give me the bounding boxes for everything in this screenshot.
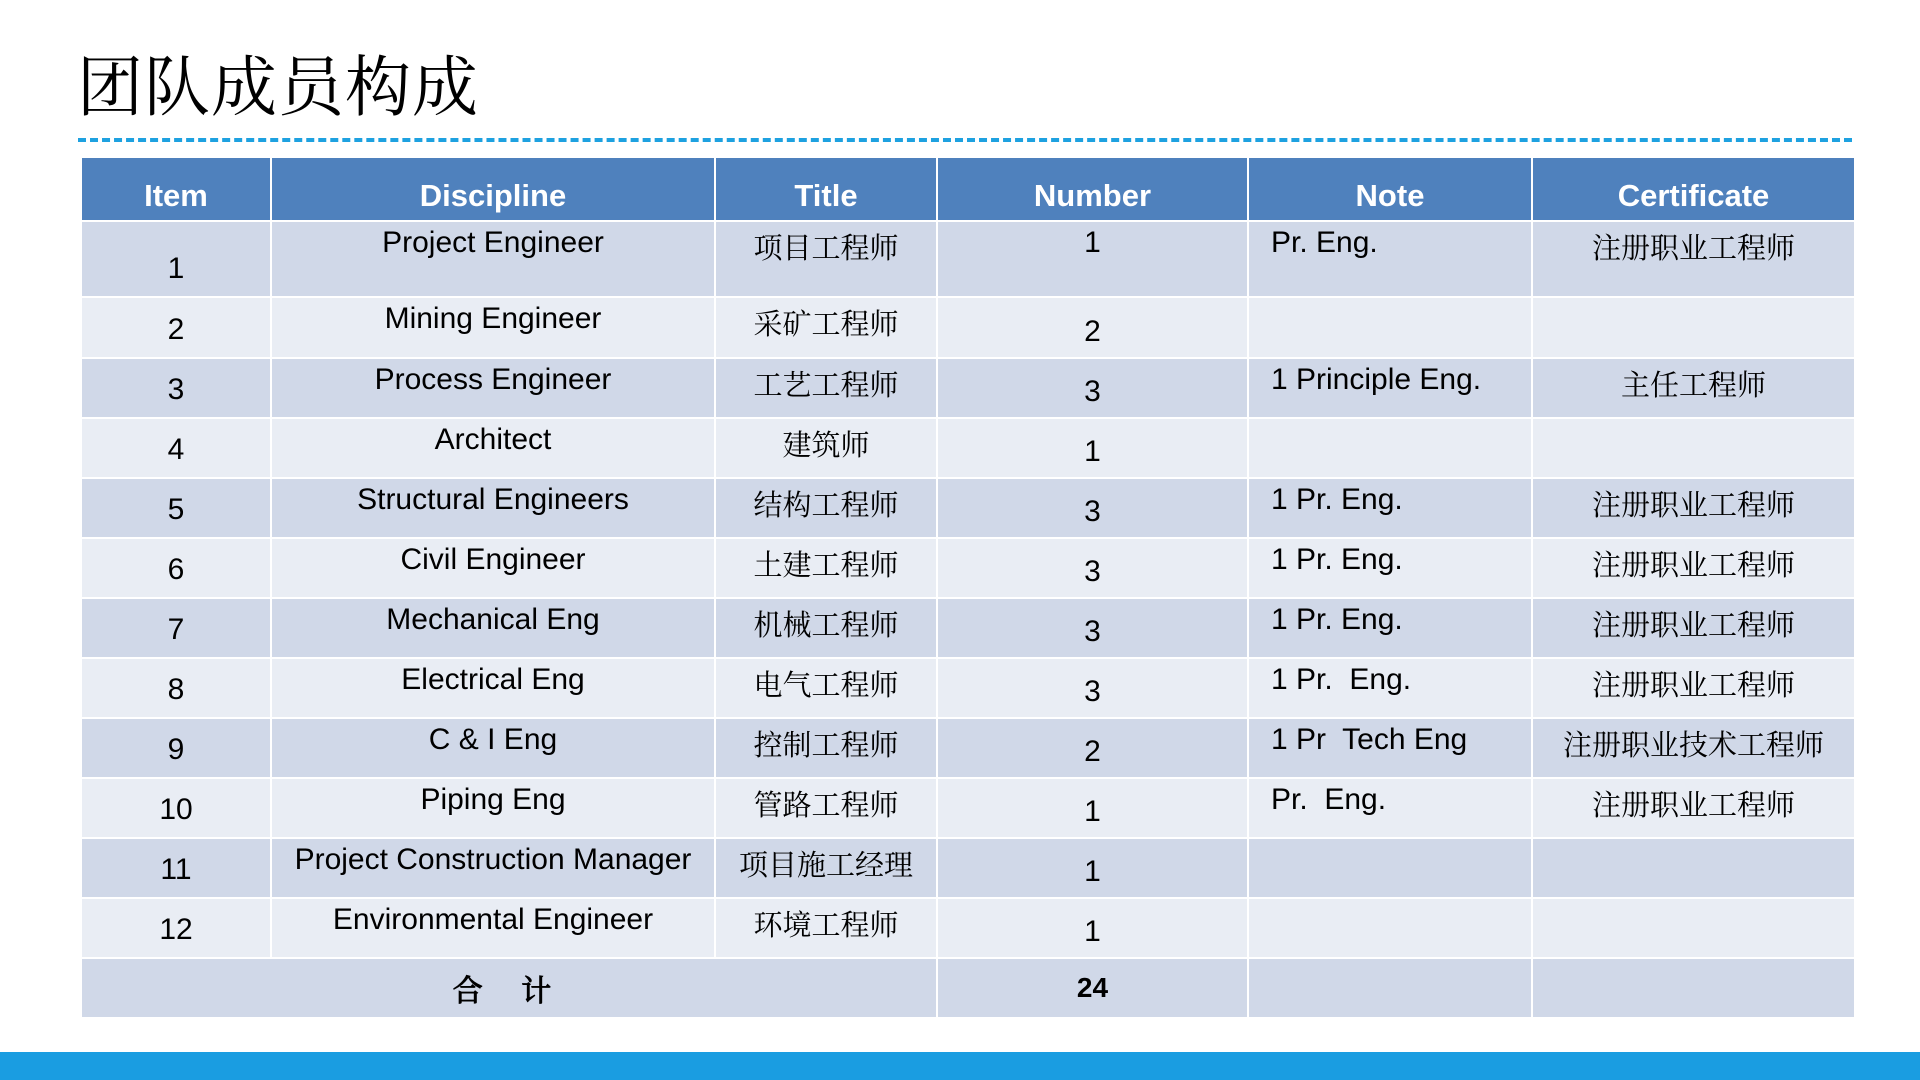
cell-certificate xyxy=(1532,297,1855,358)
cell-title: 项目施工经理 xyxy=(715,838,937,898)
cell-item: 2 xyxy=(81,297,271,358)
header-discipline: Discipline xyxy=(271,157,715,221)
title-divider xyxy=(78,138,1852,142)
cell-note: 1 Principle Eng. xyxy=(1248,358,1532,418)
cell-title: 项目工程师 xyxy=(715,221,937,297)
cell-title: 控制工程师 xyxy=(715,718,937,778)
header-number: Number xyxy=(937,157,1248,221)
cell-discipline: Process Engineer xyxy=(271,358,715,418)
cell-title: 管路工程师 xyxy=(715,778,937,838)
cell-number: 2 xyxy=(937,718,1248,778)
cell-certificate xyxy=(1532,898,1855,958)
cell-discipline: Project Construction Manager xyxy=(271,838,715,898)
cell-title: 采矿工程师 xyxy=(715,297,937,358)
cell-note xyxy=(1248,297,1532,358)
cell-number: 3 xyxy=(937,478,1248,538)
cell-title: 机械工程师 xyxy=(715,598,937,658)
cell-note: Pr. Eng. xyxy=(1248,778,1532,838)
cell-note xyxy=(1248,898,1532,958)
cell-discipline: Civil Engineer xyxy=(271,538,715,598)
cell-number: 1 xyxy=(937,778,1248,838)
cell-certificate: 注册职业工程师 xyxy=(1532,658,1855,718)
cell-number: 1 xyxy=(937,838,1248,898)
table-header-row xyxy=(81,157,1855,221)
cell-certificate: 注册职业工程师 xyxy=(1532,538,1855,598)
total-label: 合 计 xyxy=(81,958,937,1018)
cell-item: 8 xyxy=(81,658,271,718)
table-row xyxy=(81,838,1855,898)
cell-certificate: 注册职业技术工程师 xyxy=(1532,718,1855,778)
table-row xyxy=(81,538,1855,598)
cell-discipline: Mining Engineer xyxy=(271,297,715,358)
table-row xyxy=(81,898,1855,958)
cell-note: 1 Pr. Eng. xyxy=(1248,478,1532,538)
total-note-cell xyxy=(1248,958,1532,1018)
table-row xyxy=(81,718,1855,778)
team-table xyxy=(80,156,1856,1019)
cell-number: 3 xyxy=(937,358,1248,418)
cell-note: 1 Pr. Eng. xyxy=(1248,538,1532,598)
table-row xyxy=(81,778,1855,838)
cell-item: 1 xyxy=(81,221,271,297)
cell-title: 工艺工程师 xyxy=(715,358,937,418)
cell-note: 1 Pr. Eng. xyxy=(1248,658,1532,718)
cell-item: 6 xyxy=(81,538,271,598)
cell-discipline: Piping Eng xyxy=(271,778,715,838)
table-row xyxy=(81,658,1855,718)
footer-accent-bar xyxy=(0,1052,1920,1080)
cell-title: 结构工程师 xyxy=(715,478,937,538)
table-row xyxy=(81,418,1855,478)
cell-title: 建筑师 xyxy=(715,418,937,478)
table-row xyxy=(81,297,1855,358)
cell-certificate xyxy=(1532,418,1855,478)
slide-title: 团队成员构成 xyxy=(77,49,479,126)
total-row xyxy=(81,958,1855,1018)
cell-certificate: 注册职业工程师 xyxy=(1532,221,1855,297)
cell-number: 3 xyxy=(937,538,1248,598)
cell-item: 11 xyxy=(81,838,271,898)
cell-note: 1 Pr Tech Eng xyxy=(1248,718,1532,778)
cell-number: 1 xyxy=(937,221,1248,297)
cell-discipline: Structural Engineers xyxy=(271,478,715,538)
cell-discipline: Project Engineer xyxy=(271,221,715,297)
cell-item: 3 xyxy=(81,358,271,418)
header-certificate: Certificate xyxy=(1532,157,1855,221)
cell-certificate: 主任工程师 xyxy=(1532,358,1855,418)
total-certificate-cell xyxy=(1532,958,1855,1018)
cell-item: 12 xyxy=(81,898,271,958)
cell-number: 1 xyxy=(937,898,1248,958)
cell-number: 3 xyxy=(937,598,1248,658)
cell-number: 1 xyxy=(937,418,1248,478)
cell-item: 7 xyxy=(81,598,271,658)
cell-discipline: Architect xyxy=(271,418,715,478)
table-row xyxy=(81,358,1855,418)
cell-item: 9 xyxy=(81,718,271,778)
cell-title: 土建工程师 xyxy=(715,538,937,598)
cell-item: 4 xyxy=(81,418,271,478)
cell-certificate: 注册职业工程师 xyxy=(1532,598,1855,658)
cell-certificate: 注册职业工程师 xyxy=(1532,778,1855,838)
header-note: Note xyxy=(1248,157,1532,221)
cell-discipline: Mechanical Eng xyxy=(271,598,715,658)
cell-note xyxy=(1248,418,1532,478)
table-row xyxy=(81,221,1855,297)
header-item: Item xyxy=(81,157,271,221)
cell-note: 1 Pr. Eng. xyxy=(1248,598,1532,658)
cell-certificate xyxy=(1532,838,1855,898)
total-number: 24 xyxy=(937,958,1248,1018)
cell-item: 5 xyxy=(81,478,271,538)
table-row xyxy=(81,598,1855,658)
cell-discipline: C & I Eng xyxy=(271,718,715,778)
cell-note xyxy=(1248,838,1532,898)
table-row xyxy=(81,478,1855,538)
cell-title: 电气工程师 xyxy=(715,658,937,718)
cell-certificate: 注册职业工程师 xyxy=(1532,478,1855,538)
header-title: Title xyxy=(715,157,937,221)
cell-number: 2 xyxy=(937,297,1248,358)
cell-number: 3 xyxy=(937,658,1248,718)
cell-title: 环境工程师 xyxy=(715,898,937,958)
cell-discipline: Electrical Eng xyxy=(271,658,715,718)
cell-note: Pr. Eng. xyxy=(1248,221,1532,297)
cell-item: 10 xyxy=(81,778,271,838)
cell-discipline: Environmental Engineer xyxy=(271,898,715,958)
